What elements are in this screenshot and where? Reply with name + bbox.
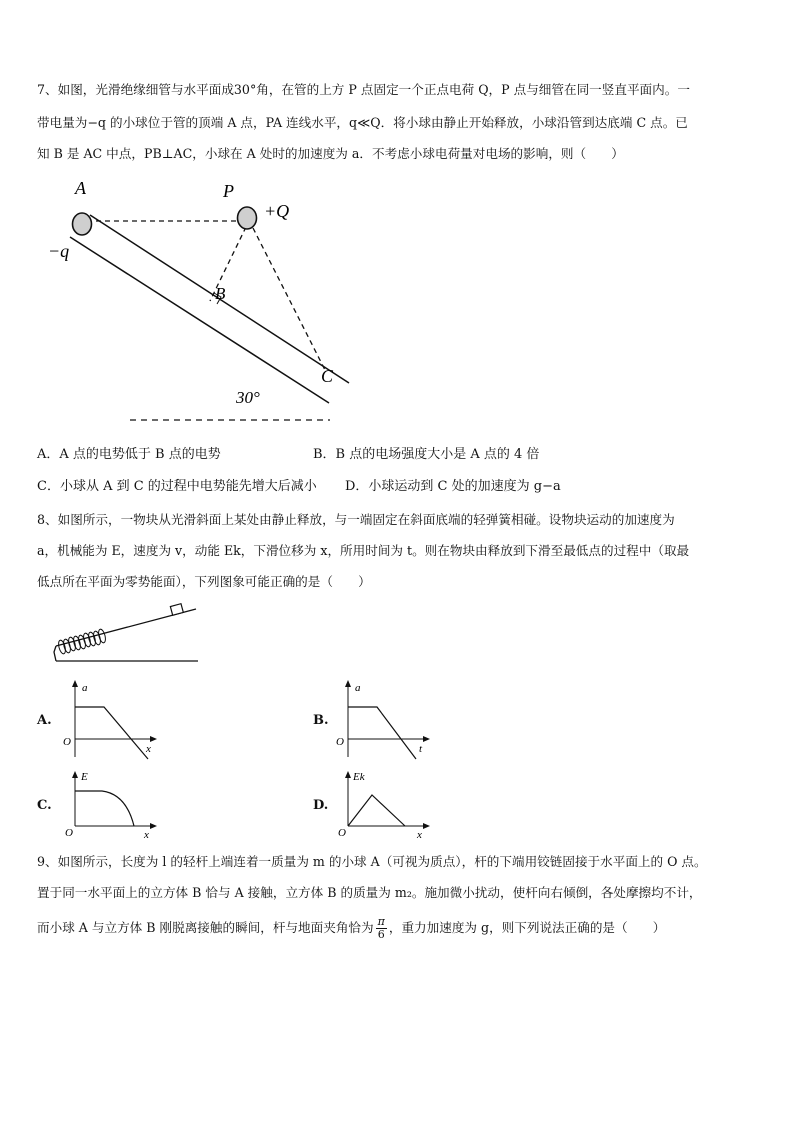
q8-graph-D: [333, 768, 433, 840]
q8-stem-line-1: 8、如图所示，一物块从光滑斜面上某处由静止释放，与一端固定在斜面底端的轻弹簧相碰。设物块运动的加速度为: [37, 512, 675, 527]
graph-C-curve: [75, 791, 134, 826]
svg-text:x: x: [146, 743, 151, 755]
svg-text:x: x: [144, 829, 149, 840]
q9-stem-line-3: [37, 913, 665, 943]
q8-stem-line-2: a，机械能为 E，速度为 v，动能 Ek，下滑位移为 x，所用时间为 t。则在物块由释放到下滑至最低点的过程中（取最: [37, 543, 690, 558]
svg-text:E: E: [81, 771, 88, 783]
graph-D-curve: [348, 795, 405, 826]
fraction-denominator: 6: [377, 928, 385, 941]
q7-option-B: B．B 点的电场强度大小是 A 点的 4 倍: [313, 447, 540, 462]
label-A: A: [75, 178, 86, 198]
q9-line3-part-b: ，重力加速度为 g，则下列说法正确的是（ ）: [388, 920, 666, 935]
label-P: P: [223, 181, 234, 201]
incline-bottom-wall: [54, 646, 56, 661]
line-PC: [253, 228, 325, 370]
q8-graph-B: [333, 677, 433, 762]
svg-text:O: O: [63, 736, 71, 748]
tube-lower-edge: [70, 237, 329, 403]
block: [170, 604, 183, 616]
label-minus-q: −q: [48, 241, 70, 261]
q8-stem-line-3: 低点所在平面为零势能面），下列图象可能正确的是（ ）: [37, 574, 371, 589]
q8-incline-figure: [50, 600, 205, 670]
q9-stem-line-2: 置于同一水平面上的立方体 B 恰与 A 接触，立方体 B 的质量为 m₂。施加微小扰动，使杆向右倾倒，各处摩擦均不计，: [37, 885, 702, 900]
svg-text:O: O: [338, 827, 346, 839]
q7-figure: [40, 175, 370, 430]
q8-option-D-label: D.: [313, 798, 329, 813]
label-C: C: [321, 366, 334, 386]
q7-stem-line-2: 带电量为−q 的小球位于管的顶端 A 点，PA 连线水平，q≪Q．将小球由静止开始释放，小球沿管到达底端 C 点。已: [37, 115, 688, 130]
svg-text:x: x: [417, 829, 422, 840]
q8-option-A-label: A.: [37, 713, 52, 728]
q9-stem-line-1: 9、如图所示，长度为 l 的轻杆上端连着一质量为 m 的小球 A（可视为质点），杆的下端用铰链固接于水平面上的 O 点。: [37, 854, 707, 869]
graph-B-curve: [348, 707, 416, 759]
q8-option-C-label: C.: [37, 798, 52, 813]
q7-stem-line-3: 知 B 是 AC 中点，PB⊥AC，小球在 A 处时的加速度为 a．不考虑小球电荷量对电场的影响，则（ ）: [37, 146, 624, 161]
q9-line3-part-a: 而小球 A 与立方体 B 刚脱离接触的瞬间，杆与地面夹角恰为: [37, 920, 374, 935]
svg-text:a: a: [82, 682, 88, 694]
q8-option-B-label: B.: [313, 713, 329, 728]
graph-A-curve: [75, 707, 148, 759]
q7-stem-line-1: 7、如图，光滑绝缘细管与水平面成30°角，在管的上方 P 点固定一个正点电荷 Q，P 点与细管在同一竖直平面内。一: [37, 82, 690, 97]
charge-P: [238, 207, 257, 229]
svg-text:t: t: [419, 743, 423, 755]
q7-option-D: D．小球运动到 C 处的加速度为 g−a: [345, 479, 561, 494]
label-plus-Q: +Q: [264, 201, 290, 221]
fraction-numerator: π: [377, 915, 385, 928]
label-B: B: [215, 284, 226, 303]
q8-graph-C: [60, 768, 160, 840]
label-angle-30: 30°: [236, 388, 260, 407]
angle-fraction: [376, 916, 387, 941]
svg-text:Ek: Ek: [353, 771, 365, 783]
q7-option-A: A．A 点的电势低于 B 点的电势: [37, 447, 221, 462]
svg-text:O: O: [65, 827, 73, 839]
svg-text:a: a: [355, 682, 361, 694]
svg-text:O: O: [336, 736, 344, 748]
q8-graph-A: [60, 677, 160, 762]
ball-A: [73, 213, 92, 235]
q7-option-C: C．小球从 A 到 C 的过程中电势能先增大后减小: [37, 479, 317, 494]
spring: [57, 628, 106, 654]
